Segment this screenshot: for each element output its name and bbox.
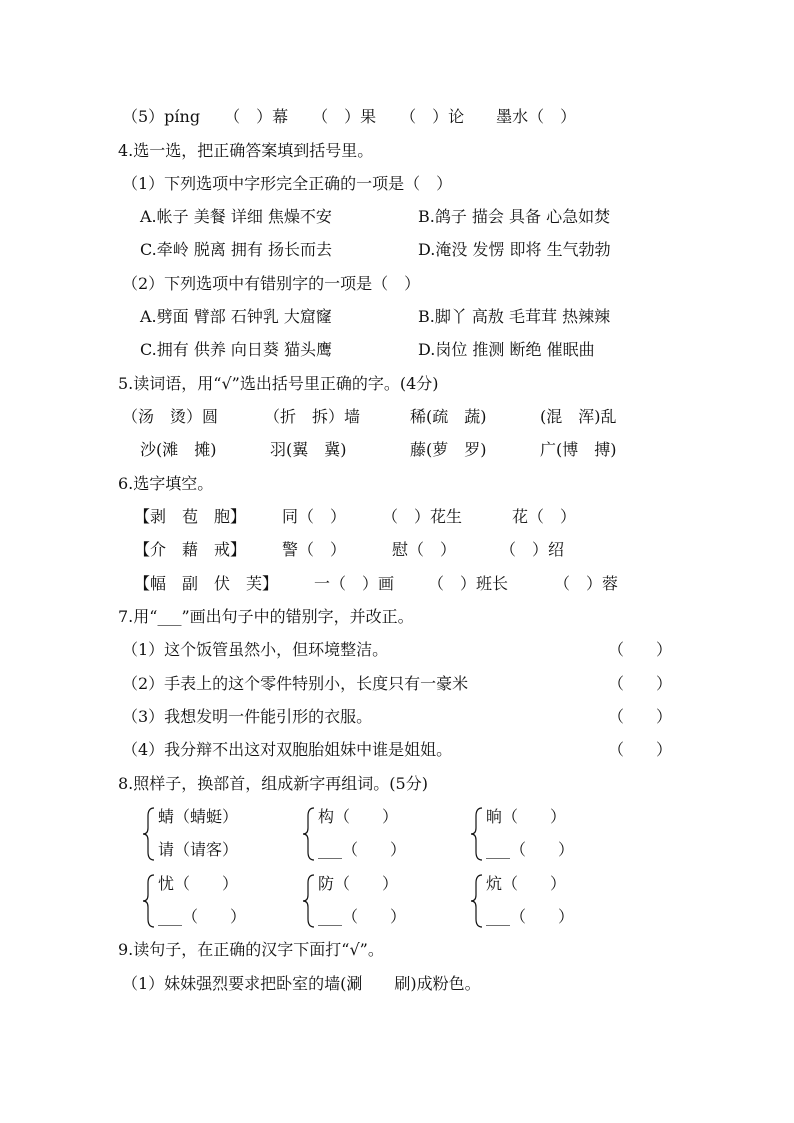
q6-blank: 警（ ） bbox=[282, 540, 347, 559]
q4-part2-option-b: B.脚丫 高敖 毛茸茸 热辣辣 bbox=[418, 307, 611, 326]
q7-answer-blank: （ ） bbox=[608, 707, 673, 726]
q4-part1-option-c: C.牵岭 脱离 拥有 扬长而去 bbox=[140, 240, 333, 259]
brace-icon bbox=[302, 806, 316, 862]
q7-sentence: （1）这个饭管虽然小，但环境整洁。 bbox=[122, 640, 389, 659]
q6-char-set: 【幅 副 伏 芙】 bbox=[134, 574, 279, 593]
q6-blank: 花（ ） bbox=[512, 507, 577, 526]
q6-blank: （ ）花生 bbox=[382, 507, 463, 526]
q8-example-char: 请（请客） bbox=[158, 840, 239, 859]
q6-blank: 一（ ）画 bbox=[314, 574, 395, 593]
q7-sentence: （4）我分辩不出这对双胞胎姐妹中谁是姐姐。 bbox=[122, 740, 453, 759]
brace-icon bbox=[470, 873, 484, 929]
q8-char-blank: 炕（ ） bbox=[486, 874, 567, 893]
brace-icon bbox=[142, 806, 156, 862]
q5-word: 稀(疏 蔬) bbox=[410, 407, 487, 426]
q8-char-blank: ___（ ） bbox=[486, 840, 575, 859]
q4-part1-option-d: D.淹没 发愣 即将 生气勃勃 bbox=[418, 240, 611, 259]
q8-char-blank: ___（ ） bbox=[318, 907, 407, 926]
brace-icon bbox=[302, 873, 316, 929]
q7-sentence: （3）我想发明一件能引形的衣服。 bbox=[122, 707, 373, 726]
q8-char-blank: ___（ ） bbox=[318, 840, 407, 859]
q5-title: 5.读词语，用“√”选出括号里正确的字。(4分) bbox=[118, 374, 439, 393]
q7-sentence: （2）手表上的这个零件特别小，长度只有一豪米 bbox=[122, 674, 469, 693]
q5-word: 广(博 搏) bbox=[540, 440, 617, 459]
q4-part2-question: （2）下列选项中有错别字的一项是（ ） bbox=[122, 274, 421, 293]
q7-answer-blank: （ ） bbox=[608, 674, 673, 693]
q4-part1-option-b: B.鸽子 描会 具备 心急如焚 bbox=[418, 207, 611, 226]
brace-icon bbox=[470, 806, 484, 862]
q8-char-blank: ___（ ） bbox=[158, 907, 247, 926]
q6-blank: 慰（ ） bbox=[392, 540, 457, 559]
q5-word: 沙(滩 摊) bbox=[140, 440, 217, 459]
q8-char-blank: 防（ ） bbox=[318, 874, 399, 893]
q5-word: (混 浑)乱 bbox=[540, 407, 617, 426]
q8-example-char: 蜻（蜻蜓） bbox=[158, 807, 239, 826]
q8-char-blank: 晌（ ） bbox=[486, 807, 567, 826]
q4-part2-option-c: C.拥有 供养 向日葵 猫头鹰 bbox=[140, 340, 333, 359]
q6-blank: （ ）蓉 bbox=[554, 574, 619, 593]
q8-char-blank: ___（ ） bbox=[486, 907, 575, 926]
q5-word: （汤 烫）圆 bbox=[122, 407, 219, 426]
q6-char-set: 【剥 苞 胞】 bbox=[134, 507, 247, 526]
q9-sentence: （1）妹妹强烈要求把卧室的墙(涮 刷)成粉色。 bbox=[122, 974, 481, 993]
q6-blank: （ ）绍 bbox=[500, 540, 565, 559]
q9-title: 9.读句子，在正确的汉字下面打“√”。 bbox=[118, 940, 384, 959]
brace-icon bbox=[142, 873, 156, 929]
q6-blank: 同（ ） bbox=[282, 507, 347, 526]
q8-title: 8.照样子，换部首，组成新字再组词。(5分) bbox=[118, 774, 428, 793]
q5-word: 藤(萝 罗) bbox=[410, 440, 487, 459]
q4-part1-question: （1）下列选项中字形完全正确的一项是（ ） bbox=[122, 174, 453, 193]
q7-title: 7.用“___”画出句子中的错别字，并改正。 bbox=[118, 607, 414, 626]
q4-title: 4.选一选，把正确答案填到括号里。 bbox=[118, 141, 374, 160]
q6-blank: （ ）班长 bbox=[428, 574, 509, 593]
q6-title: 6.选字填空。 bbox=[118, 474, 214, 493]
q7-answer-blank: （ ） bbox=[608, 740, 673, 759]
q5-word: （折 拆）墙 bbox=[264, 407, 361, 426]
q8-char-blank: 构（ ） bbox=[318, 807, 399, 826]
q3-item-5: （5）píng （ ）幕 （ ）果 （ ）论 墨水（ ） bbox=[122, 107, 577, 126]
q5-word: 羽(翼 冀) bbox=[270, 440, 347, 459]
q4-part2-option-d: D.岗位 推测 断绝 催眠曲 bbox=[418, 340, 595, 359]
q4-part2-option-a: A.劈面 臂部 石钟乳 大窟窿 bbox=[140, 307, 332, 326]
q8-char-blank: 忧（ ） bbox=[158, 874, 239, 893]
q7-answer-blank: （ ） bbox=[608, 640, 673, 659]
q4-part1-option-a: A.帐子 美餐 详细 焦燥不安 bbox=[140, 207, 332, 226]
q6-char-set: 【介 藉 戒】 bbox=[134, 540, 247, 559]
